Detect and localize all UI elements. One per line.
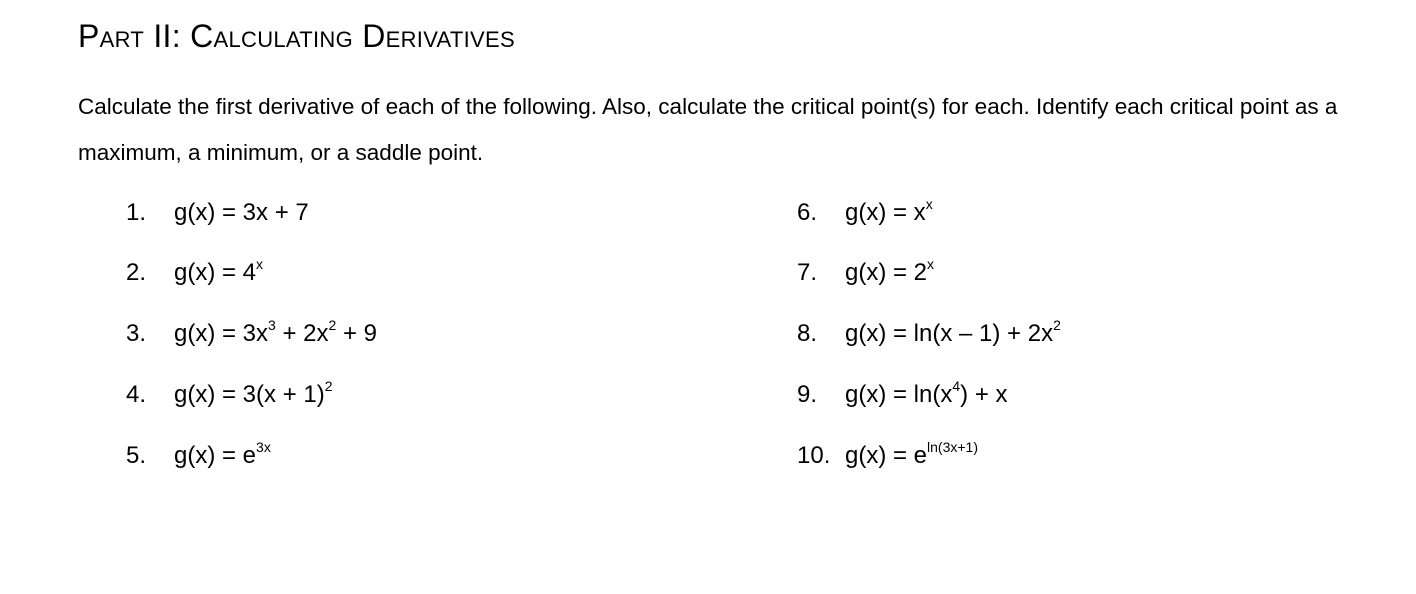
exponent: ln(3x+1) [927, 439, 978, 455]
exponent: 3 [268, 317, 276, 333]
section-title: Part II: Calculating Derivatives [78, 18, 515, 54]
problem-expression: $g(x) = e^{3x}$ [174, 439, 271, 469]
exponent: x [927, 256, 935, 272]
problem-number: 7. [797, 259, 818, 286]
problem-4 [126, 379, 333, 411]
problem-expression: $g(x) = 3(x + 1)^2$ [174, 378, 333, 408]
problem-expression: $g(x) = e^{ln(3x+1)}$ [845, 439, 978, 469]
problem-10 [797, 440, 978, 472]
problem-expression: $g(x) = x^x$ [845, 196, 933, 226]
problem-6 [797, 197, 933, 229]
problem-1 [126, 197, 309, 229]
problem-expression: $g(x) = 3x^3 + 2x^2 + 9$ [174, 317, 378, 347]
exponent: 4 [952, 378, 961, 394]
problem-3 [126, 318, 377, 350]
problem-expression: g(x) = 3x + 7 [174, 199, 309, 226]
problem-9 [797, 379, 1008, 411]
exponent: 2 [324, 378, 333, 394]
exponent: x [256, 256, 264, 272]
problem-number: 1. [126, 199, 147, 226]
problem-8 [797, 318, 1061, 350]
instructions-text: Calculate the first derivative of each of the following. Also, calculate the critical point(s) for each. Identify each critical point as a maximum, a minimum, or a saddle point. [78, 94, 1338, 165]
problem-expression: $g(x) = 2^x$ [845, 256, 935, 286]
exponent: x [925, 196, 933, 212]
problem-expression: $g(x) = 4^x$ [174, 256, 264, 286]
problem-2 [126, 257, 263, 289]
problem-number: 2. [126, 259, 147, 286]
exponent: 3x [256, 439, 271, 455]
problem-number: 3. [126, 320, 147, 347]
problem-5 [126, 440, 271, 472]
problem-number: 8. [797, 320, 818, 347]
exponent: 2 [1053, 317, 1061, 333]
exponent: 2 [328, 317, 337, 333]
problem-number: 10. [797, 442, 831, 469]
problem-7 [797, 257, 934, 289]
problem-number: 9. [797, 381, 818, 408]
problem-expression: $g(x) = \ln(x - 1) + 2x^2$ [845, 317, 1061, 347]
problem-number: 6. [797, 199, 818, 226]
problem-number: 5. [126, 442, 147, 469]
problem-number: 4. [126, 381, 147, 408]
problem-expression: $g(x) = \ln(x^4) + x$ [845, 378, 1008, 408]
